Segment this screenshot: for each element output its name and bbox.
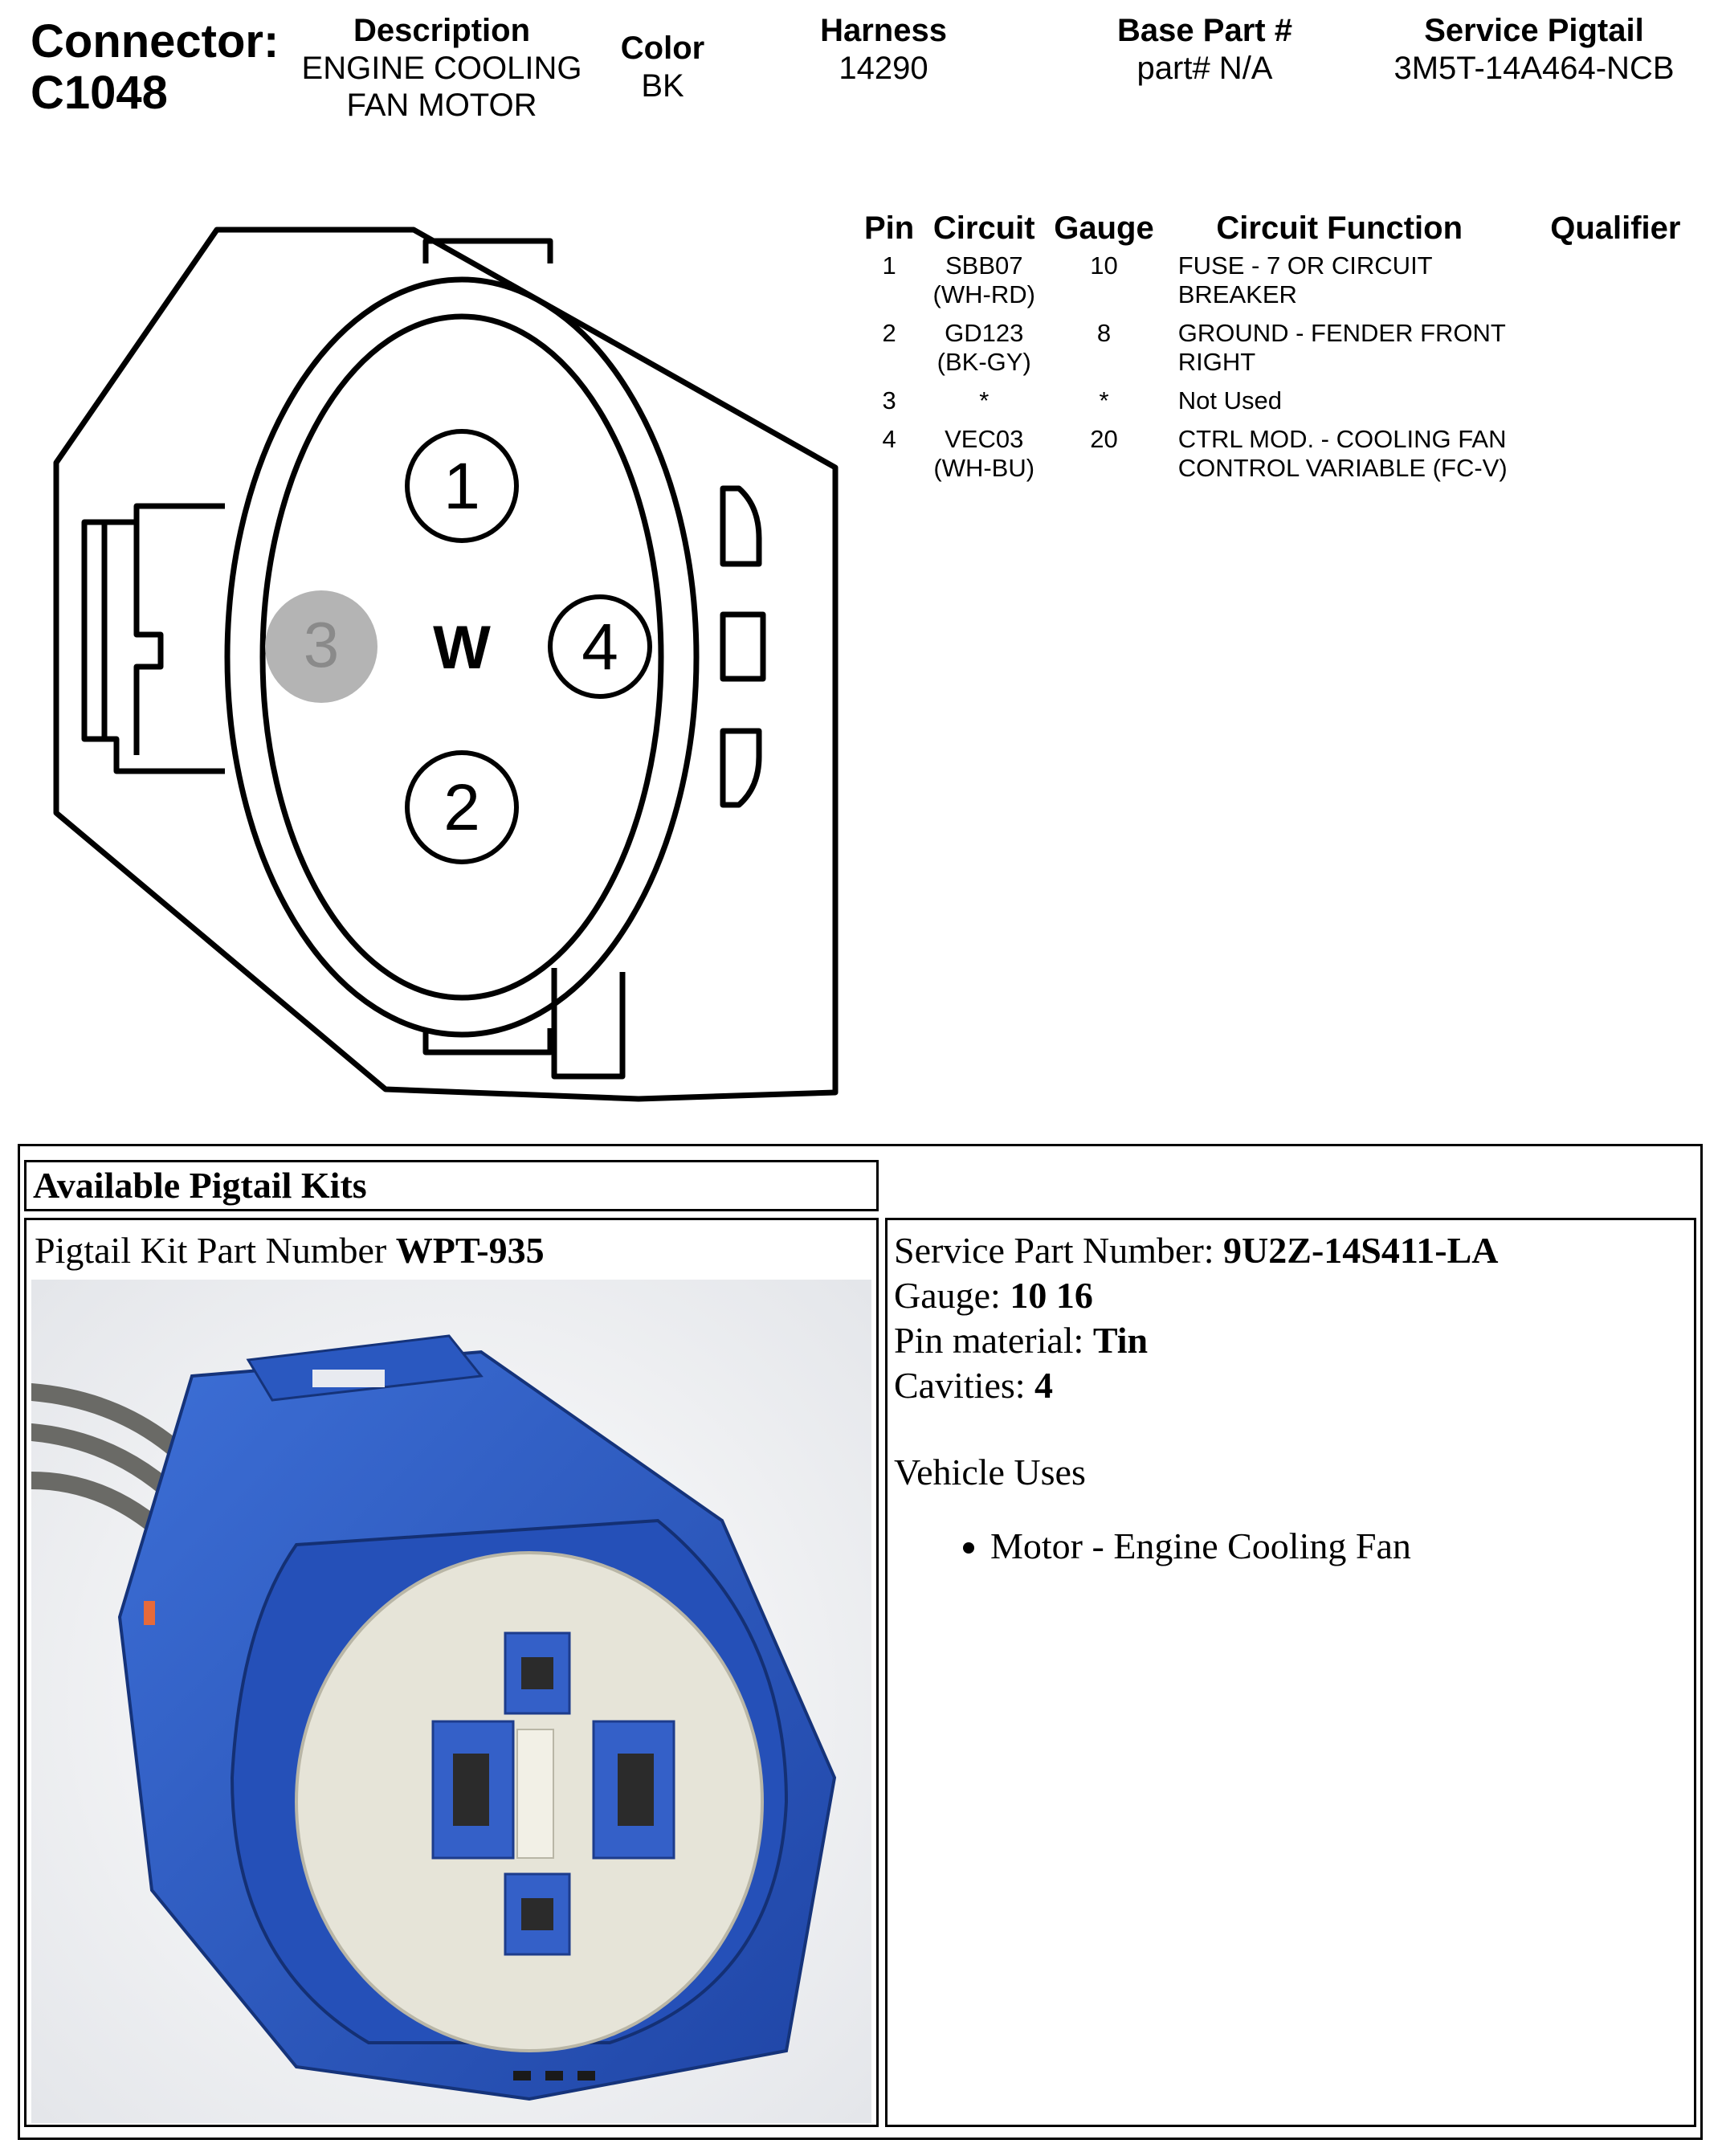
gauge-label: Gauge: [894,1275,1001,1316]
cell-gauge: 10 [1090,251,1118,280]
header-pin: Pin [864,210,915,246]
service-pigtail-column [1365,11,1703,87]
harness-value: 14290 [839,51,928,86]
table-row [859,319,1711,386]
cell-qualifier [1520,319,1711,386]
cell-gauge: * [1099,386,1109,414]
service-part-label: Service Part Number: [894,1230,1214,1271]
service-pigtail-value: 3M5T-14A464-NCB [1394,51,1675,86]
pin-table [859,210,1711,492]
cell-pin: 1 [882,251,896,280]
pin-3-label: 3 [303,609,340,680]
description-line-1: ENGINE COOLING [301,51,582,86]
pigtail-kit-number: WPT-935 [395,1230,545,1271]
cell-gauge: 8 [1096,319,1112,347]
pigtail-kit-photo-panel [24,1218,879,2127]
base-part-column [1084,11,1325,87]
header-circuit: Circuit [932,210,1035,246]
gauge-value: 10 16 [1010,1275,1093,1316]
cell-pin: 3 [882,386,896,414]
pigtail-kits-heading: Available Pigtail Kits [24,1160,879,1211]
cell-function: CTRL MOD. - COOLING FAN CONTROL VARIABLE (FC-V) [1177,425,1508,482]
cell-qualifier [1520,386,1711,425]
cavities-row [894,1363,1687,1408]
vehicle-uses-heading: Vehicle Uses [894,1452,1086,1492]
pigtail-kit-details-panel [885,1218,1696,2127]
description-heading: Description [353,13,531,48]
center-key-mark: W [433,614,491,682]
pin-4-label: 4 [581,610,618,684]
connector-label: Connector: [31,15,280,67]
connector-face-diagram [32,217,843,1109]
cell-qualifier [1520,425,1711,492]
service-part-row [894,1228,1687,1273]
cell-function: GROUND - FENDER FRONT RIGHT [1177,319,1506,376]
pigtail-kit-part-line [27,1220,876,1273]
header-qualifier: Qualifier [1550,210,1681,246]
right-tab-middle [723,615,763,679]
gauge-row [894,1273,1687,1318]
pigtail-kit-label: Pigtail Kit Part Number [35,1230,387,1271]
cell-function: FUSE - 7 OR CIRCUIT BREAKER [1177,251,1433,308]
left-latch-inner [137,522,161,755]
service-part-value: 9U2Z-14S411-LA [1223,1230,1499,1271]
cell-circuit: SBB07 (WH-RD) [932,251,1035,308]
cell-circuit: GD123 (BK-GY) [936,319,1031,376]
vehicle-uses-list [894,1524,1687,1569]
harness-heading: Harness [820,13,947,48]
color-column [598,29,727,104]
pigtail-connector-photo [31,1280,871,2123]
pin-table-header-row [859,210,1711,251]
pin-2-label: 2 [443,771,480,844]
cell-pin: 2 [882,319,896,347]
cell-pin: 4 [882,425,896,453]
table-row [859,251,1711,319]
cavities-label: Cavities: [894,1365,1026,1406]
right-tab-top [723,488,759,564]
harness-column [795,11,972,87]
color-heading: Color [620,31,705,66]
service-pigtail-heading: Service Pigtail [1424,13,1644,48]
table-row [859,425,1711,492]
connector-id: C1048 [31,67,168,119]
cell-qualifier [1520,251,1711,319]
connector-title [31,16,279,119]
list-item: • Motor - Engine Cooling Fan [990,1524,1687,1569]
description-line-2: FAN MOTOR [346,88,537,123]
pin-1-label: 1 [443,450,480,523]
cell-circuit: * [979,386,990,414]
base-part-value: part# N/A [1136,51,1273,86]
pin-material-value: Tin [1092,1320,1149,1361]
table-row [859,386,1711,425]
header-gauge: Gauge [1054,210,1154,246]
cavities-value: 4 [1034,1365,1054,1406]
description-column [281,11,602,124]
color-value: BK [641,68,684,104]
right-tab-bottom [723,731,759,805]
bottom-lock-block [554,968,622,1076]
cell-function: Not Used [1177,386,1282,414]
pin-material-row [894,1318,1687,1363]
cell-circuit: VEC03 (WH-BU) [933,425,1035,482]
header-circuit-function: Circuit Function [1216,210,1463,246]
pin-material-label: Pin material: [894,1320,1084,1361]
base-part-heading: Base Part # [1117,13,1292,48]
cell-gauge: 20 [1090,425,1118,453]
